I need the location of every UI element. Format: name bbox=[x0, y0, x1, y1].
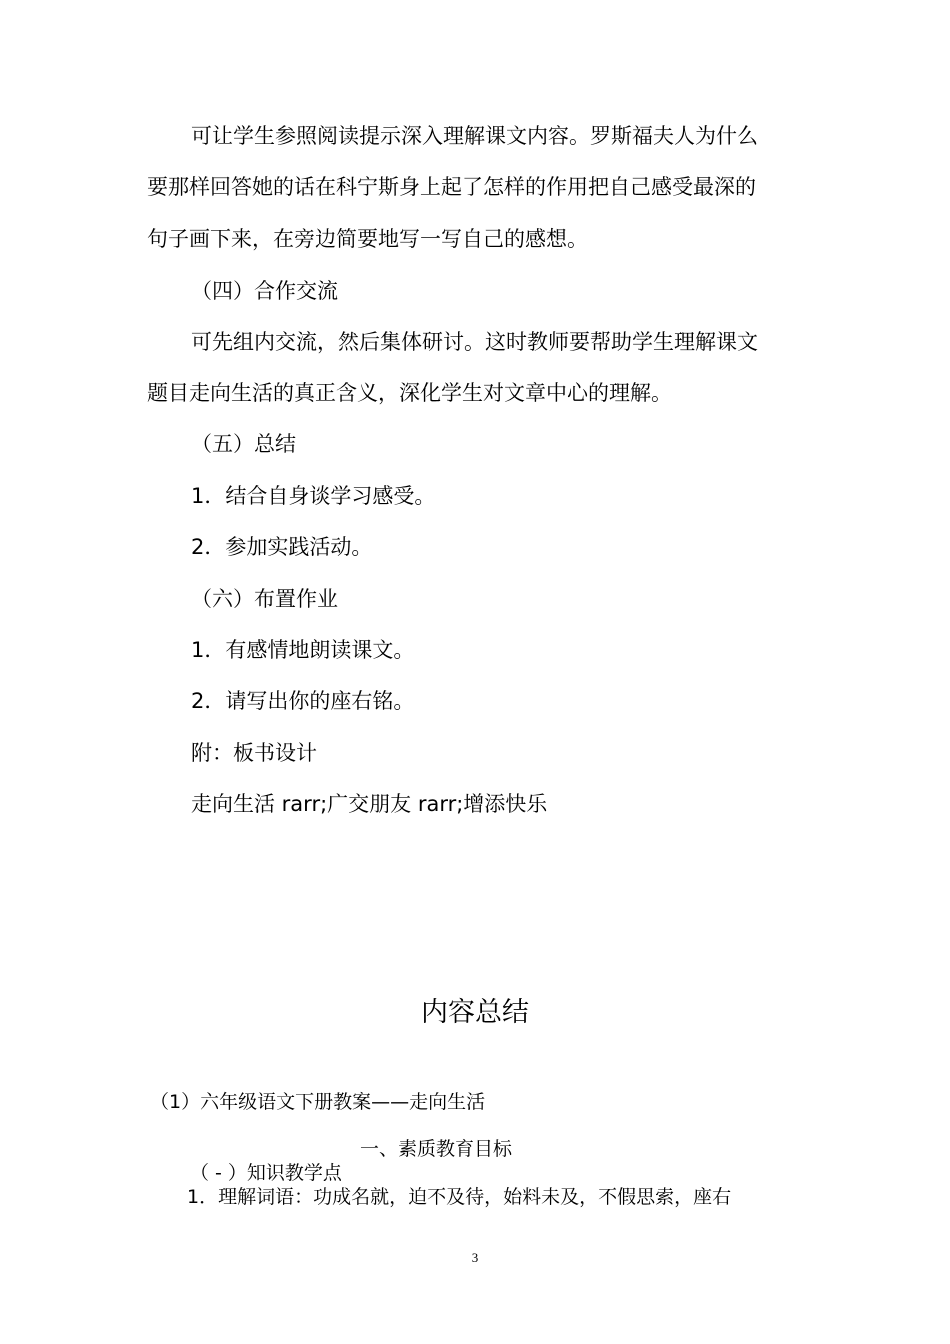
page-number: 3 bbox=[471, 1250, 479, 1265]
section-heading: （五）总结 bbox=[191, 432, 296, 456]
board-design: 走向生活 rarr;广交朋友 rarr;增添快乐 bbox=[191, 792, 548, 816]
summary-point: 1．理解词语：功成名就，迫不及待，始料未及，不假思索，座右 bbox=[187, 1186, 732, 1208]
summary-entry: （1）六年级语文下册教案——走向生活 bbox=[150, 1091, 486, 1113]
paragraph-line: 句子画下来，在旁边简要地写一写自己的感想。 bbox=[147, 227, 588, 251]
paragraph-line: 可先组内交流，然后集体研讨。这时教师要帮助学生理解课文 bbox=[191, 330, 758, 354]
section-heading: （四）合作交流 bbox=[191, 279, 338, 303]
section-heading: （六）布置作业 bbox=[191, 587, 338, 611]
summary-title: 内容总结 bbox=[421, 997, 529, 1028]
list-item: 1．结合自身谈学习感受。 bbox=[191, 484, 436, 508]
paragraph-line: 要那样回答她的话在科宁斯身上起了怎样的作用把自己感受最深的 bbox=[147, 175, 756, 199]
summary-subpoint: （ - ）知识教学点 bbox=[190, 1162, 342, 1184]
list-item: 2．请写出你的座右铭。 bbox=[191, 689, 415, 713]
list-item: 1．有感情地朗读课文。 bbox=[191, 638, 415, 662]
list-item: 2．参加实践活动。 bbox=[191, 535, 373, 559]
appendix-label: 附：板书设计 bbox=[191, 741, 317, 765]
paragraph-line: 可让学生参照阅读提示深入理解课文内容。罗斯福夫人为什么 bbox=[191, 124, 758, 148]
summary-subheading: 一、素质教育目标 bbox=[360, 1138, 513, 1160]
paragraph-line: 题目走向生活的真正含义，深化学生对文章中心的理解。 bbox=[147, 381, 672, 405]
